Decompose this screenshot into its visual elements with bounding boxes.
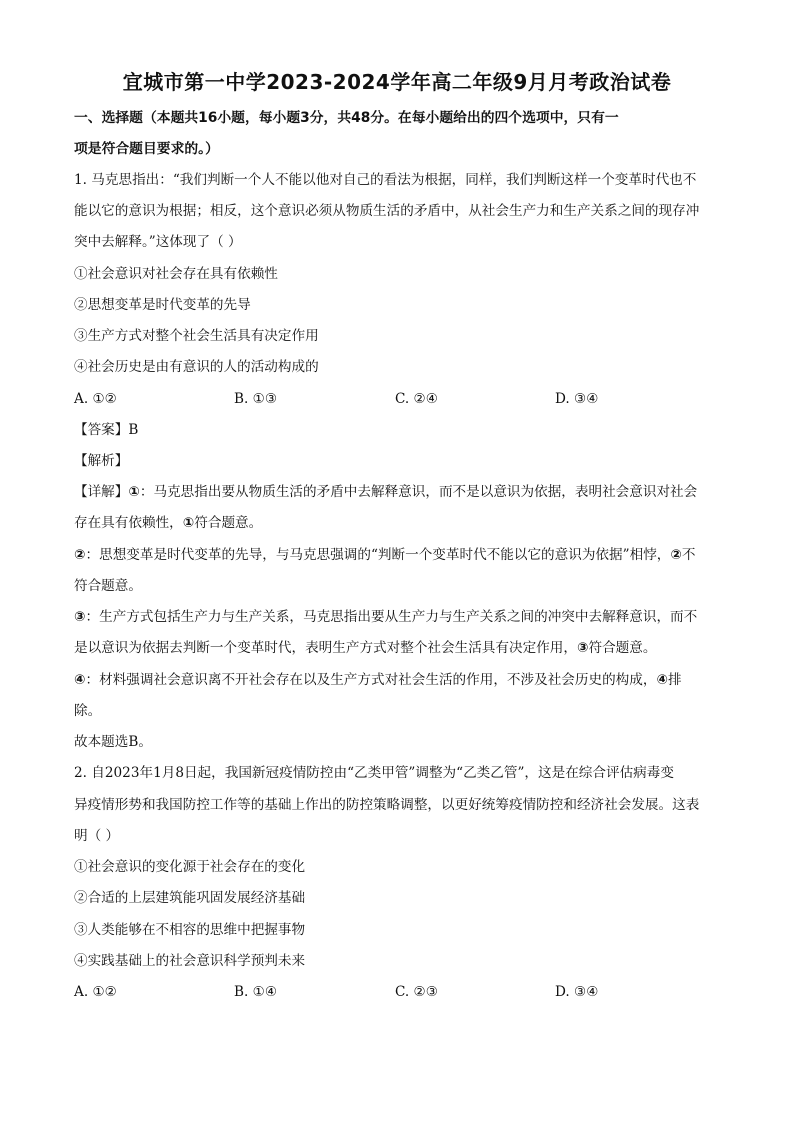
- q1-stem-line1: 1. 马克思指出：“我们判断一个人不能以他对自己的看法为根据，同样，我们判断这样一个变革时代也不: [74, 172, 697, 188]
- q1-item-2: ②思想变革是时代变革的先导: [74, 297, 251, 313]
- detail-text-2a2: 不: [681, 547, 696, 563]
- detail-num-4-mid: ④: [656, 672, 668, 688]
- detail-text-1-end: 符合题意。: [194, 515, 263, 531]
- detail-text-4a2: 排: [667, 672, 682, 688]
- detail-text-1b: 存在具有依赖性，: [74, 515, 183, 531]
- q1-analysis: [74, 451, 724, 471]
- detail-text-1a: ：马克思指出要从物质生活的矛盾中去解释意识，而不是以意识为依据，表明社会意识对社会: [139, 484, 698, 500]
- detail-num-1: ①: [128, 484, 140, 500]
- q1-conclusion: 故本题选B。: [74, 734, 152, 750]
- q2-stem-line3: 明（ ）: [74, 828, 120, 844]
- q2-stem-line1: 2. 自2023年1月8日起，我国新冠疫情防控由“乙类甲管”调整为“乙类乙管”，这是在综合评估病毒变: [74, 765, 674, 781]
- q2-item-1: ①社会意识的变化源于社会存在的变化: [74, 859, 306, 875]
- q2-option-c: C. ②③: [395, 984, 438, 1000]
- detail-text-3-end: 符合题意。: [588, 640, 657, 656]
- q1-answer: [74, 420, 724, 440]
- detail-num-4: ④: [74, 672, 86, 688]
- analysis-label: 【解析】: [74, 453, 129, 469]
- q1-detail-line7: [74, 670, 724, 690]
- detail-label: 【详解】: [74, 484, 129, 500]
- detail-text-2a: ：思想变革是时代变革的先导，与马克思强调的“判断一个变革时代不能以它的意识为依据”相悖，: [85, 547, 671, 563]
- q2-option-a: A. ①②: [74, 984, 117, 1000]
- q1-detail-line6: [74, 638, 724, 658]
- answer-label: 【答案】: [74, 422, 129, 438]
- detail-text-3a: ：生产方式包括生产力与生产关系，马克思指出要从生产力与生产关系之间的冲突中去解释意识，而不: [85, 609, 698, 625]
- q1-option-a: A. ①②: [74, 391, 117, 407]
- detail-num-3: ③: [74, 609, 86, 625]
- detail-text-3b: 是以意识为依据去判断一个变革时代，表明生产方式对整个社会生活具有决定作用，: [74, 640, 577, 656]
- q2-item-3: ③人类能够在不相容的思维中把握事物: [74, 922, 306, 938]
- exam-title: 宜城市第一中学2023-2024学年高二年级9月月考政治试卷: [122, 70, 672, 94]
- detail-num-2-mid: ②: [670, 547, 682, 563]
- detail-num-3-end: ③: [576, 640, 589, 656]
- q1-option-b: B. ①③: [234, 391, 278, 407]
- detail-num-2: ②: [74, 547, 86, 563]
- q2-item-4: ④实践基础上的社会意识科学预判未来: [74, 953, 306, 969]
- q1-stem-line3: 突中去解释。”这体现了（ ）: [74, 234, 242, 250]
- answer-value: B: [128, 422, 139, 438]
- detail-text-4b: 除。: [74, 703, 102, 719]
- q2-stem-line2: 异疫情形势和我国防控工作等的基础上作出的防控策略调整，以更好统筹疫情防控和经济社会发展。这表: [74, 797, 700, 813]
- q1-stem-line2: 能以它的意识为根据；相反，这个意识必须从物质生活的矛盾中，从社会生产力和生产关系之间的现存冲: [74, 203, 700, 219]
- q1-option-d: D. ③④: [555, 391, 599, 407]
- section-heading-line2: 项是符合题目要求的。）: [74, 141, 219, 157]
- q1-option-c: C. ②④: [395, 391, 438, 407]
- detail-text-2b: 符合题意。: [74, 578, 142, 594]
- detail-num-1-end: ①: [182, 515, 195, 531]
- q1-detail-line4: [74, 576, 724, 596]
- q2-item-2: ②合适的上层建筑能巩固发展经济基础: [74, 890, 306, 906]
- q1-item-4: ④社会历史是由有意识的人的活动构成的: [74, 359, 319, 375]
- q2-option-d: D. ③④: [555, 984, 599, 1000]
- q1-item-1: ①社会意识对社会存在具有依赖性: [74, 266, 278, 282]
- q2-option-b: B. ①④: [234, 984, 278, 1000]
- q1-item-3: ③生产方式对整个社会生活具有决定作用: [74, 328, 319, 344]
- section-heading-line1: 一、选择题（本题共16小题，每小题3分，共48分。在每小题给出的四个选项中，只有一: [74, 110, 619, 126]
- detail-text-4a: ：材料强调社会意识离不开社会存在以及生产方式对社会生活的作用，不涉及社会历史的构成，: [85, 672, 657, 688]
- q1-detail-line5: [74, 607, 724, 627]
- q1-detail-line1: [74, 482, 724, 502]
- q1-detail-line2: [74, 513, 724, 533]
- q1-detail-line3: [74, 545, 724, 565]
- q1-detail-line8: [74, 701, 724, 721]
